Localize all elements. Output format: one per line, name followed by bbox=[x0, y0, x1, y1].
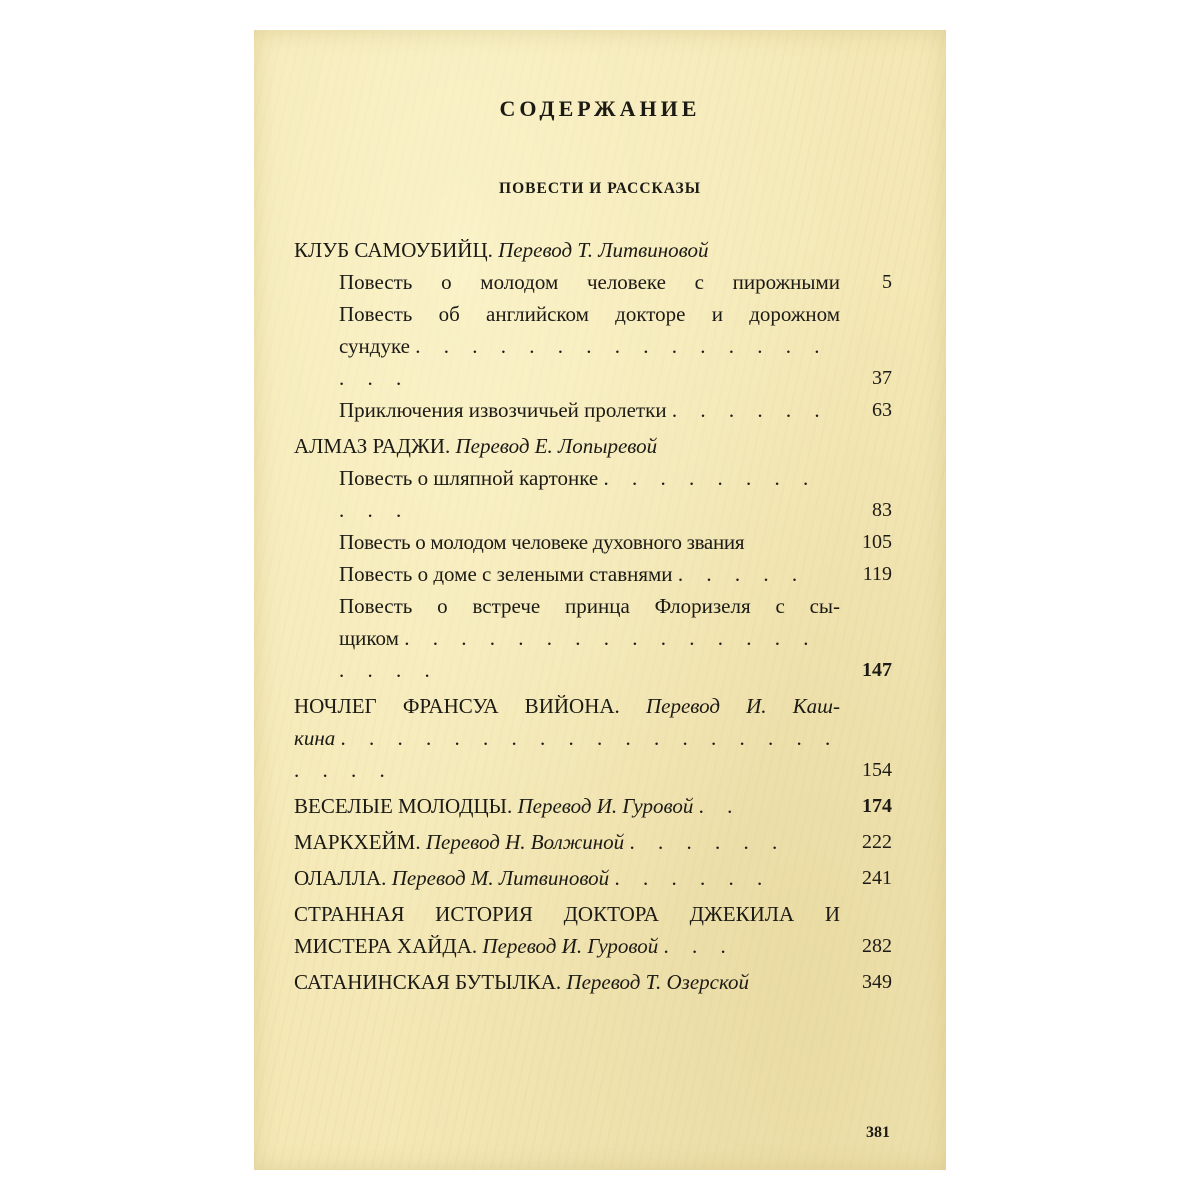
toc-entry bbox=[294, 966, 892, 998]
entry-translator-continuation: кина bbox=[294, 726, 336, 750]
entry-title: Повесть об английском докторе и дорожном bbox=[339, 302, 840, 326]
entry-translator: Перевод И. Гуровой bbox=[517, 794, 694, 818]
entry-title: АЛМАЗ РАДЖИ. bbox=[294, 434, 451, 458]
entry-translator: Перевод Т. Литвиновой bbox=[498, 238, 709, 262]
entry-title: МАРКХЕЙМ. bbox=[294, 830, 421, 854]
leader-dots: . . . . . . . . . . . . . . . . . . bbox=[339, 334, 829, 390]
entry-title: ОЛАЛЛА. bbox=[294, 866, 387, 890]
entry-page-number: 63 bbox=[872, 399, 892, 421]
section-title: ПОВЕСТИ И РАССКАЗЫ bbox=[499, 180, 701, 197]
entry-page-number: 349 bbox=[862, 971, 892, 993]
toc-entry bbox=[294, 826, 892, 858]
book-page bbox=[254, 30, 946, 1170]
entry-translator: Перевод Е. Лопыревой bbox=[455, 434, 658, 458]
entry-page-number: 241 bbox=[862, 867, 892, 889]
entry-title: НОЧЛЕГ ФРАНСУА ВИЙОНА. bbox=[294, 694, 620, 718]
entry-title: Повесть о молодом человеке духовного звания bbox=[339, 530, 745, 554]
leader-dots: . . . bbox=[663, 934, 735, 958]
entry-page-number: 154 bbox=[862, 759, 892, 781]
entry-title-continuation: щиком bbox=[339, 626, 399, 650]
entry-page-number: 5 bbox=[882, 271, 892, 293]
entry-page-number: 222 bbox=[862, 831, 892, 853]
toc-entry bbox=[294, 862, 892, 894]
toc-entry bbox=[294, 526, 892, 558]
entry-title: СТРАННАЯ ИСТОРИЯ ДОКТОРА ДЖЕКИЛА И bbox=[294, 902, 840, 926]
toc-entry bbox=[294, 266, 892, 298]
entry-page-number: 147 bbox=[862, 659, 892, 681]
toc-entry bbox=[294, 394, 892, 426]
toc-entry bbox=[294, 690, 892, 786]
entry-translator: Перевод Н. Волжиной bbox=[425, 830, 625, 854]
leader-dots: . . . . . . bbox=[614, 866, 772, 890]
entry-title: Повесть о встрече принца Флоризеля с сы- bbox=[339, 594, 840, 618]
entry-title-continuation: МИСТЕРА ХАЙДА. bbox=[294, 934, 478, 958]
entry-translator: Перевод М. Литвиновой bbox=[391, 866, 610, 890]
leader-dots: . . . . . bbox=[677, 562, 807, 586]
entry-translator: Перевод И. Каш- bbox=[645, 694, 841, 718]
toc-entry bbox=[294, 430, 892, 462]
entry-page-number: 119 bbox=[862, 563, 892, 585]
toc-entry bbox=[294, 558, 892, 590]
toc-entry bbox=[294, 590, 892, 686]
entry-title: САТАНИНСКАЯ БУТЫЛКА. bbox=[294, 970, 562, 994]
leader-dots: . . . . . . . . . . . . . . . . . . . . . . bbox=[294, 726, 840, 782]
leader-dots: . . . . . . bbox=[629, 830, 787, 854]
entry-title: Повесть о молодом человеке с пирожными bbox=[339, 270, 840, 294]
leader-dots: . . . . . . . . . . . . . . . . . . . bbox=[339, 626, 818, 682]
toc-entry bbox=[294, 790, 892, 822]
entry-title: Повесть о шляпной картонке bbox=[339, 466, 599, 490]
entry-page-number: 105 bbox=[862, 531, 892, 553]
entry-page-number: 174 bbox=[862, 795, 892, 817]
leader-dots: . . . . . . . . . . . bbox=[339, 466, 818, 522]
entry-title: Повесть о доме с зелеными ставнями bbox=[339, 562, 673, 586]
entry-page-number: 282 bbox=[862, 935, 892, 957]
leader-dots: . . . . . . bbox=[671, 398, 829, 422]
entry-title-continuation: сундуке bbox=[339, 334, 410, 358]
toc-entry bbox=[294, 298, 892, 394]
table-of-contents bbox=[294, 230, 892, 998]
entry-page-number: 83 bbox=[872, 499, 892, 521]
toc-entry bbox=[294, 234, 892, 266]
entry-title: ВЕСЕЛЫЕ МОЛОДЦЫ. bbox=[294, 794, 513, 818]
entry-title: КЛУБ САМОУБИЙЦ. bbox=[294, 238, 493, 262]
toc-entry bbox=[294, 462, 892, 526]
leader-dots: . . bbox=[698, 794, 742, 818]
entry-page-number: 37 bbox=[872, 367, 892, 389]
toc-entry bbox=[294, 898, 892, 962]
page-title: СОДЕРЖАНИЕ bbox=[499, 96, 701, 121]
entry-translator: Перевод И. Гуровой bbox=[482, 934, 659, 958]
entry-translator: Перевод Т. Озерской bbox=[566, 970, 750, 994]
entry-title: Приключения извозчичьей пролетки bbox=[339, 398, 667, 422]
page-folio-number: 381 bbox=[866, 1124, 890, 1141]
